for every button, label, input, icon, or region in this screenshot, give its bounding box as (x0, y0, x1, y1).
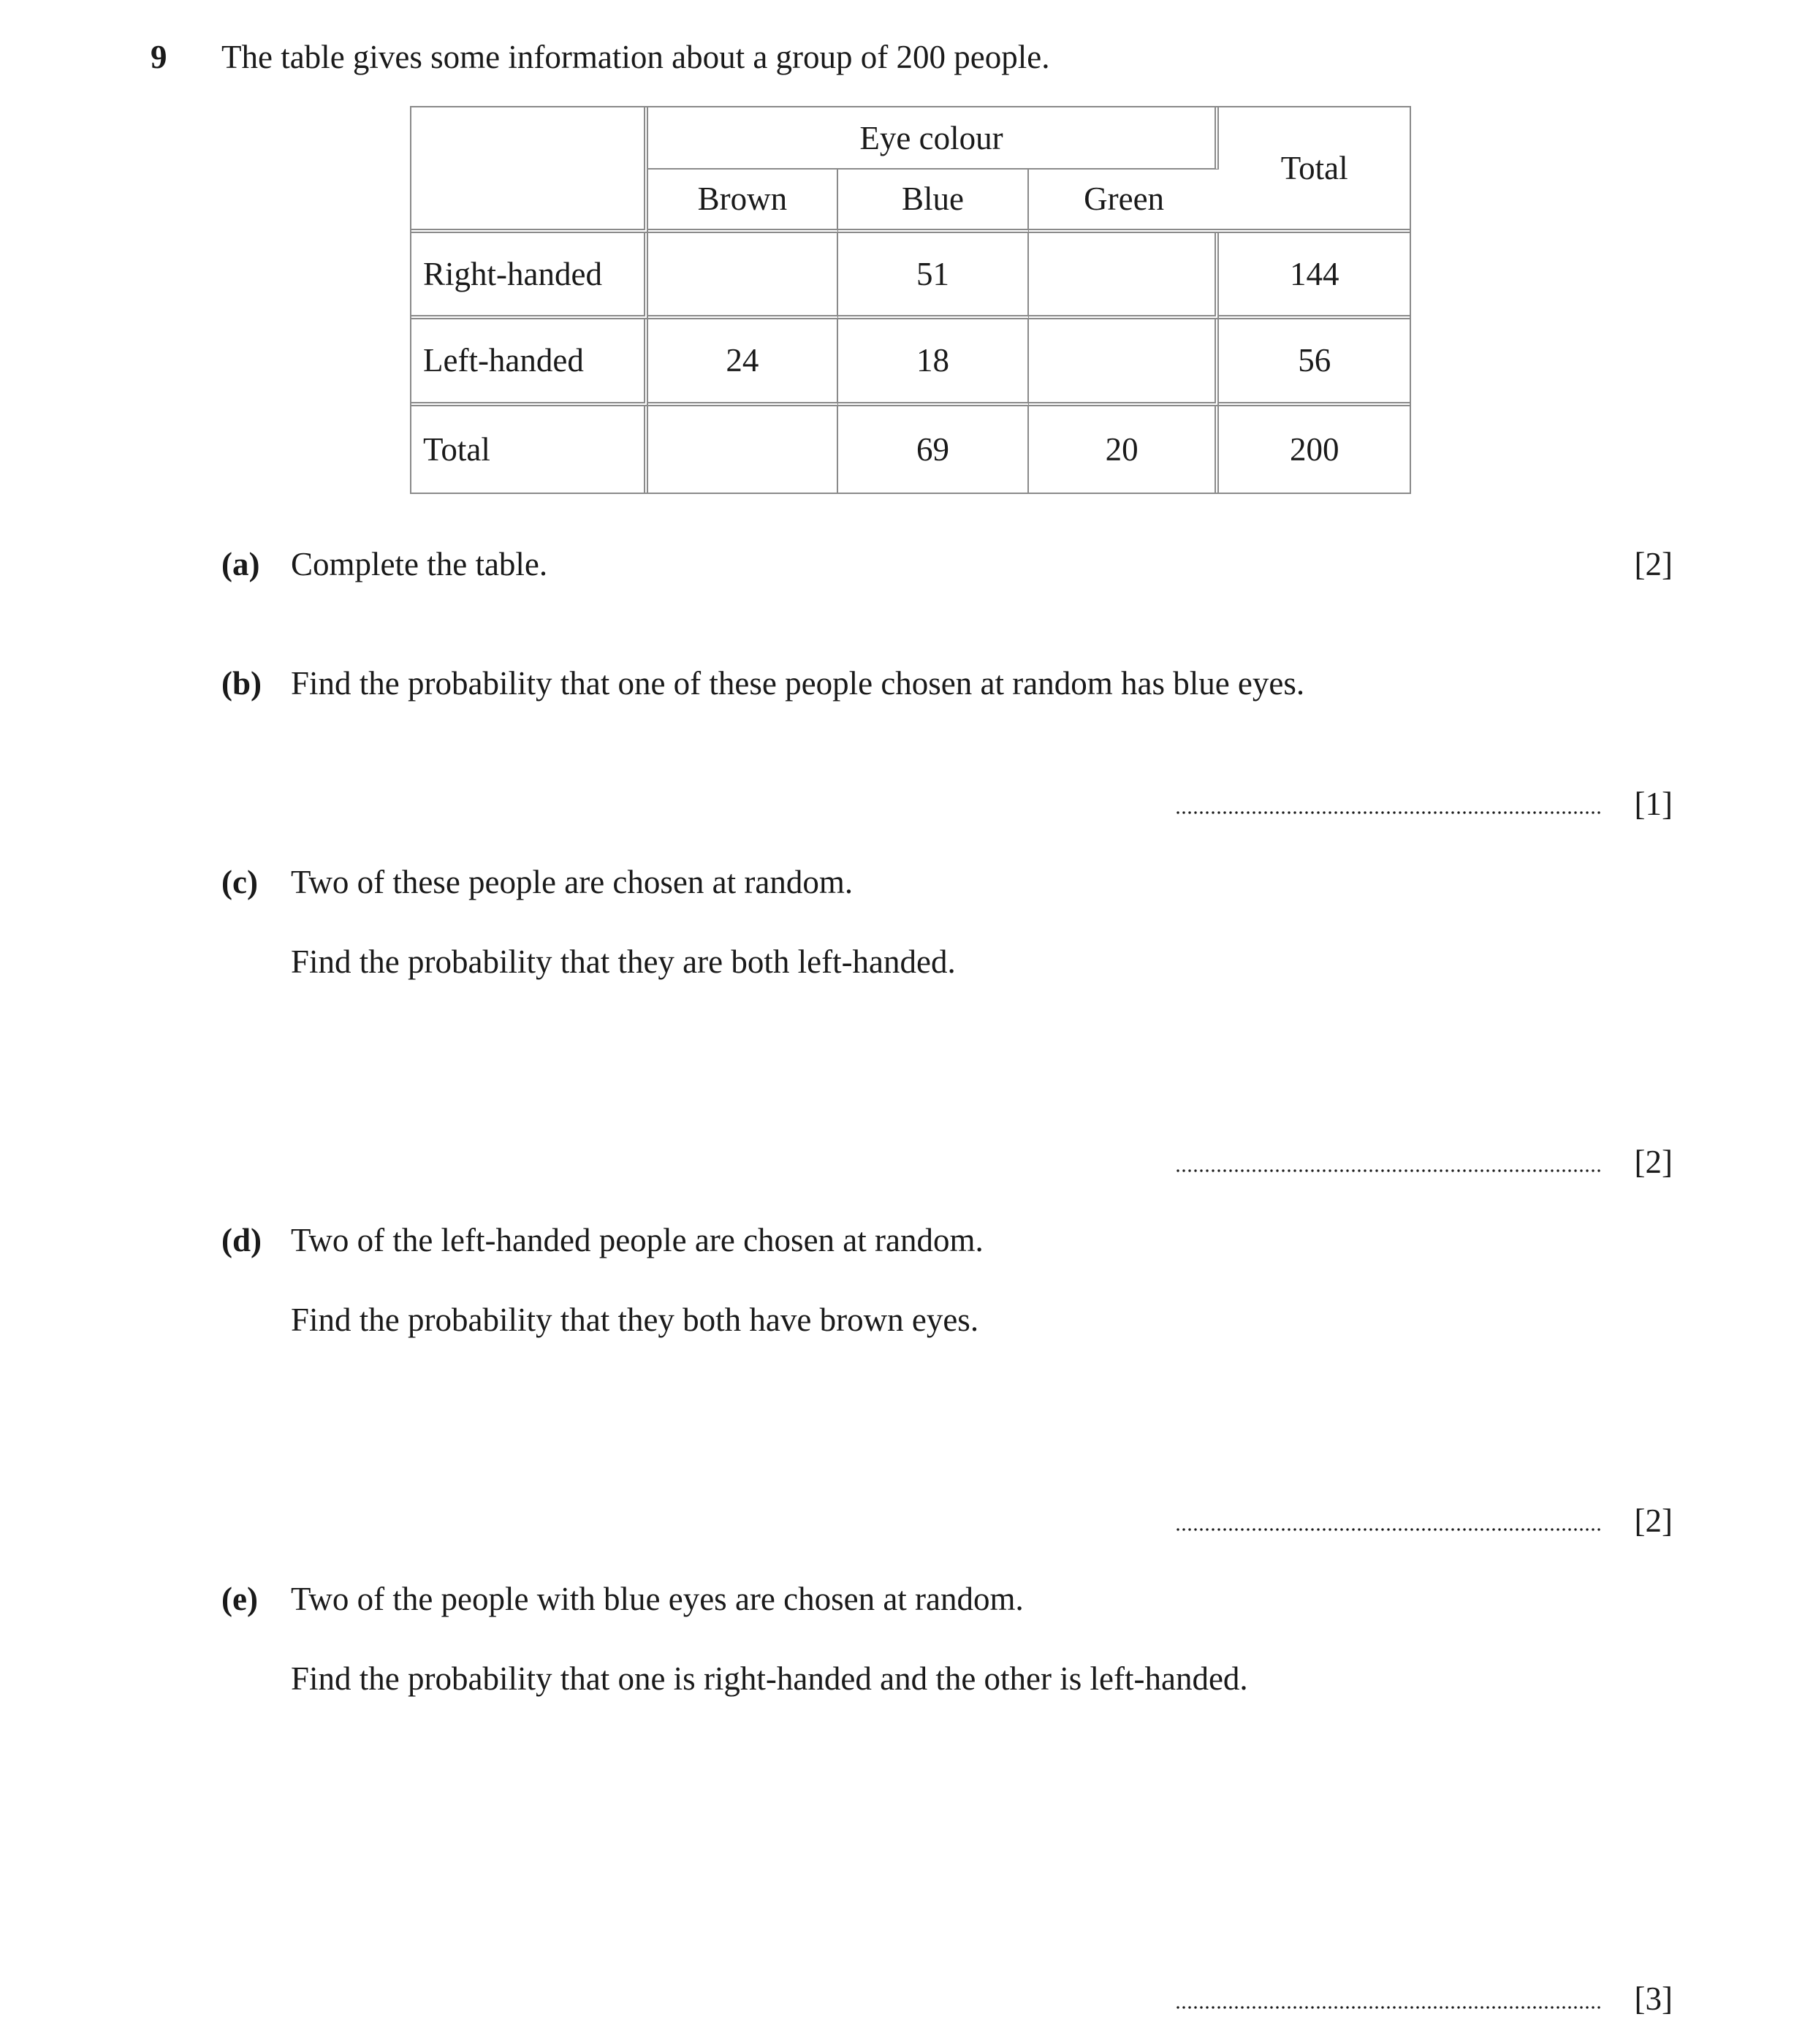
part-a-marks: [2] (1634, 546, 1673, 582)
part-d-answer-line[interactable] (1175, 1528, 1602, 1531)
cell-total-green: 20 (1029, 406, 1220, 493)
cell-right-total: 144 (1219, 233, 1410, 319)
row-label-right-handed: Right-handed (411, 233, 648, 319)
cell-right-green[interactable] (1029, 233, 1220, 319)
part-d-text-1: Two of the left-handed people are chosen at random. (291, 1222, 984, 1258)
header-total: Total (1219, 107, 1410, 233)
cell-left-brown: 24 (648, 319, 839, 406)
part-c-text-2: Find the probability that they are both left-handed. (291, 943, 956, 980)
cell-right-blue: 51 (838, 233, 1029, 319)
part-e-label: (e) (221, 1581, 258, 1617)
part-d-marks: [2] (1634, 1502, 1673, 1539)
header-brown: Brown (648, 170, 839, 232)
part-e-text-1: Two of the people with blue eyes are chosen at random. (291, 1581, 1024, 1617)
table-row-left-handed (411, 319, 1410, 406)
part-c-marks: [2] (1634, 1144, 1673, 1180)
row-label-left-handed: Left-handed (411, 319, 648, 406)
part-c-text-1: Two of these people are chosen at random. (291, 864, 854, 900)
row-label-total: Total (411, 406, 648, 493)
part-b-marks: [1] (1634, 786, 1673, 822)
part-d-label: (d) (221, 1222, 262, 1258)
table-row-total (411, 406, 1410, 493)
part-d-text-2: Find the probability that they both have brown eyes. (291, 1302, 979, 1338)
part-c-label: (c) (221, 864, 258, 900)
header-blue: Blue (838, 170, 1029, 232)
cell-left-total: 56 (1219, 319, 1410, 406)
question-stem: The table gives some information about a group of 200 people. (221, 39, 1050, 75)
part-b-label: (b) (221, 665, 262, 702)
cell-grand-total: 200 (1289, 430, 1339, 468)
table-corner-cell (411, 107, 648, 233)
header-green: Green (1029, 170, 1220, 232)
header-eye-colour: Eye colour (648, 107, 1220, 170)
cell-total-blue: 69 (838, 406, 1029, 493)
part-e-answer-line[interactable] (1175, 2006, 1602, 2009)
table-row-right-handed (411, 233, 1410, 319)
cell-total-brown[interactable] (648, 406, 839, 493)
part-b-answer-line[interactable] (1175, 811, 1602, 814)
part-c-answer-line[interactable] (1175, 1169, 1602, 1172)
question-number: 9 (151, 39, 167, 75)
part-a-text: Complete the table. (291, 546, 548, 582)
part-b-text: Find the probability that one of these people chosen at random has blue eyes. (291, 665, 1305, 702)
part-e-text-2: Find the probability that one is right-handed and the other is left-handed. (291, 1660, 1248, 1697)
cell-left-blue: 18 (838, 319, 1029, 406)
eye-colour-table (410, 106, 1411, 494)
part-a-label: (a) (221, 546, 260, 582)
cell-left-green[interactable] (1029, 319, 1220, 406)
cell-right-brown[interactable] (648, 233, 839, 319)
part-e-marks: [3] (1634, 1980, 1673, 2017)
